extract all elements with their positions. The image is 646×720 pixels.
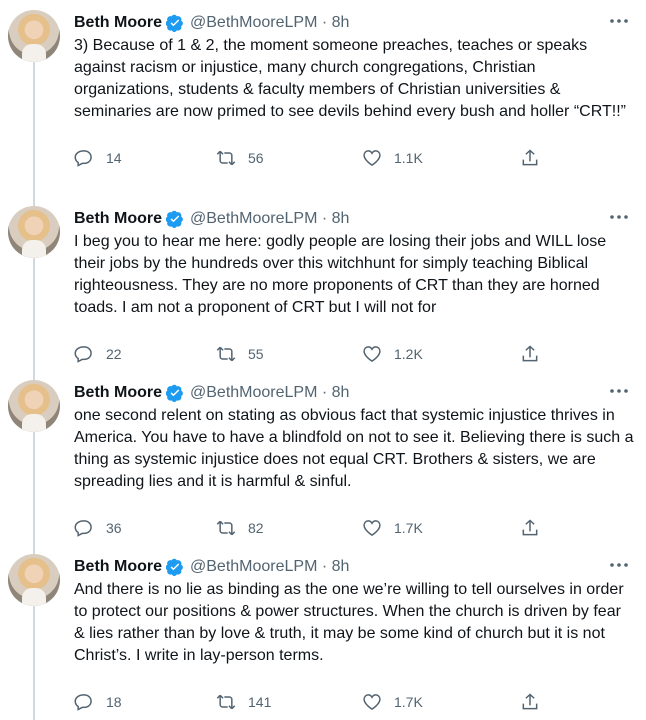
- heart-icon: [362, 518, 382, 538]
- tweet-header: [74, 556, 632, 578]
- retweet-button[interactable]: [216, 146, 264, 170]
- tweet-header: [74, 12, 632, 34]
- retweet-count: 141: [248, 694, 272, 710]
- retweet-icon: [216, 344, 236, 364]
- more-options-icon[interactable]: [608, 556, 630, 574]
- author-handle[interactable]: @BethMooreLPM · 8h: [190, 210, 350, 227]
- author-name[interactable]: Beth Moore: [74, 558, 162, 575]
- author-name[interactable]: Beth Moore: [74, 384, 162, 401]
- retweet-icon: [216, 692, 236, 712]
- share-button[interactable]: [520, 146, 552, 170]
- retweet-button[interactable]: [216, 516, 264, 540]
- reply-icon: [74, 344, 94, 364]
- share-icon: [520, 344, 540, 364]
- reply-icon: [74, 518, 94, 538]
- like-button[interactable]: [362, 690, 423, 714]
- avatar[interactable]: [8, 554, 60, 606]
- author-handle[interactable]: @BethMooreLPM · 8h: [190, 384, 350, 401]
- retweet-icon: [216, 518, 236, 538]
- like-button[interactable]: [362, 516, 423, 540]
- tweet-actions: [74, 146, 554, 170]
- retweet-count: 82: [248, 520, 264, 536]
- tweet-header: [74, 208, 632, 230]
- reply-button[interactable]: [74, 146, 122, 170]
- share-icon: [520, 518, 540, 538]
- share-button[interactable]: [520, 516, 552, 540]
- tweet-actions: [74, 690, 554, 714]
- tweet[interactable]: [0, 544, 646, 718]
- reply-count: 14: [106, 150, 122, 166]
- avatar[interactable]: [8, 380, 60, 432]
- retweet-count: 55: [248, 346, 264, 362]
- reply-count: 22: [106, 346, 122, 362]
- share-icon: [520, 148, 540, 168]
- author-name[interactable]: Beth Moore: [74, 210, 162, 227]
- retweet-icon: [216, 148, 236, 168]
- like-count: 1.7K: [394, 520, 423, 536]
- like-count: 1.7K: [394, 694, 423, 710]
- retweet-button[interactable]: [216, 690, 271, 714]
- verified-badge-icon: [166, 384, 184, 402]
- tweet-text: 3) Because of 1 & 2, the moment someone preaches, teaches or speaks against racism or injustice, many church congregations, Christian organizations, students & faculty members of Christian universities & seminaries are now primed to see devils behind every bush and holler “CRT!!”: [74, 37, 626, 120]
- tweet-header: [74, 382, 632, 404]
- tweet-actions: [74, 516, 554, 540]
- reply-count: 18: [106, 694, 122, 710]
- more-options-icon[interactable]: [608, 12, 630, 30]
- share-button[interactable]: [520, 342, 552, 366]
- author-handle[interactable]: @BethMooreLPM · 8h: [190, 14, 350, 31]
- verified-badge-icon: [166, 558, 184, 576]
- share-icon: [520, 692, 540, 712]
- retweet-count: 56: [248, 150, 264, 166]
- reply-icon: [74, 148, 94, 168]
- share-button[interactable]: [520, 690, 552, 714]
- tweet-text: And there is no lie as binding as the one we’re willing to tell ourselves in order to protect our positions & power structures. When the church is driven by fear & lies rather than by love & truth, it may be some kind of church but it is not Christ’s. I write in lay-person terms.: [74, 581, 624, 664]
- heart-icon: [362, 344, 382, 364]
- like-count: 1.1K: [394, 150, 423, 166]
- tweet-actions: [74, 342, 554, 366]
- reply-button[interactable]: [74, 516, 122, 540]
- heart-icon: [362, 692, 382, 712]
- reply-icon: [74, 692, 94, 712]
- tweet[interactable]: [0, 196, 646, 370]
- like-count: 1.2K: [394, 346, 423, 362]
- like-button[interactable]: [362, 146, 423, 170]
- avatar[interactable]: [8, 10, 60, 62]
- retweet-button[interactable]: [216, 342, 264, 366]
- verified-badge-icon: [166, 14, 184, 32]
- author-name[interactable]: Beth Moore: [74, 14, 162, 31]
- avatar[interactable]: [8, 206, 60, 258]
- like-button[interactable]: [362, 342, 423, 366]
- tweet[interactable]: [0, 370, 646, 544]
- tweet-text: one second relent on stating as obvious fact that systemic injustice thrives in America. You have to have a blindfold on not to see it. Believing there is such a thing as systemic injustice does not equal CRT. Brothers & sisters, we are spreading lies and it is harmful & sinful.: [74, 407, 634, 490]
- tweet[interactable]: [0, 0, 646, 174]
- more-options-icon[interactable]: [608, 382, 630, 400]
- reply-count: 36: [106, 520, 122, 536]
- reply-button[interactable]: [74, 342, 122, 366]
- reply-button[interactable]: [74, 690, 122, 714]
- author-handle[interactable]: @BethMooreLPM · 8h: [190, 558, 350, 575]
- more-options-icon[interactable]: [608, 208, 630, 226]
- tweet-text: I beg you to hear me here: godly people are losing their jobs and WILL lose their jobs by the hundreds over this witchhunt for simply teaching Biblical righteousness. They are no more proponents of CRT than they are horned toads. I am not a proponent of CRT but I will not for: [74, 233, 607, 316]
- heart-icon: [362, 148, 382, 168]
- verified-badge-icon: [166, 210, 184, 228]
